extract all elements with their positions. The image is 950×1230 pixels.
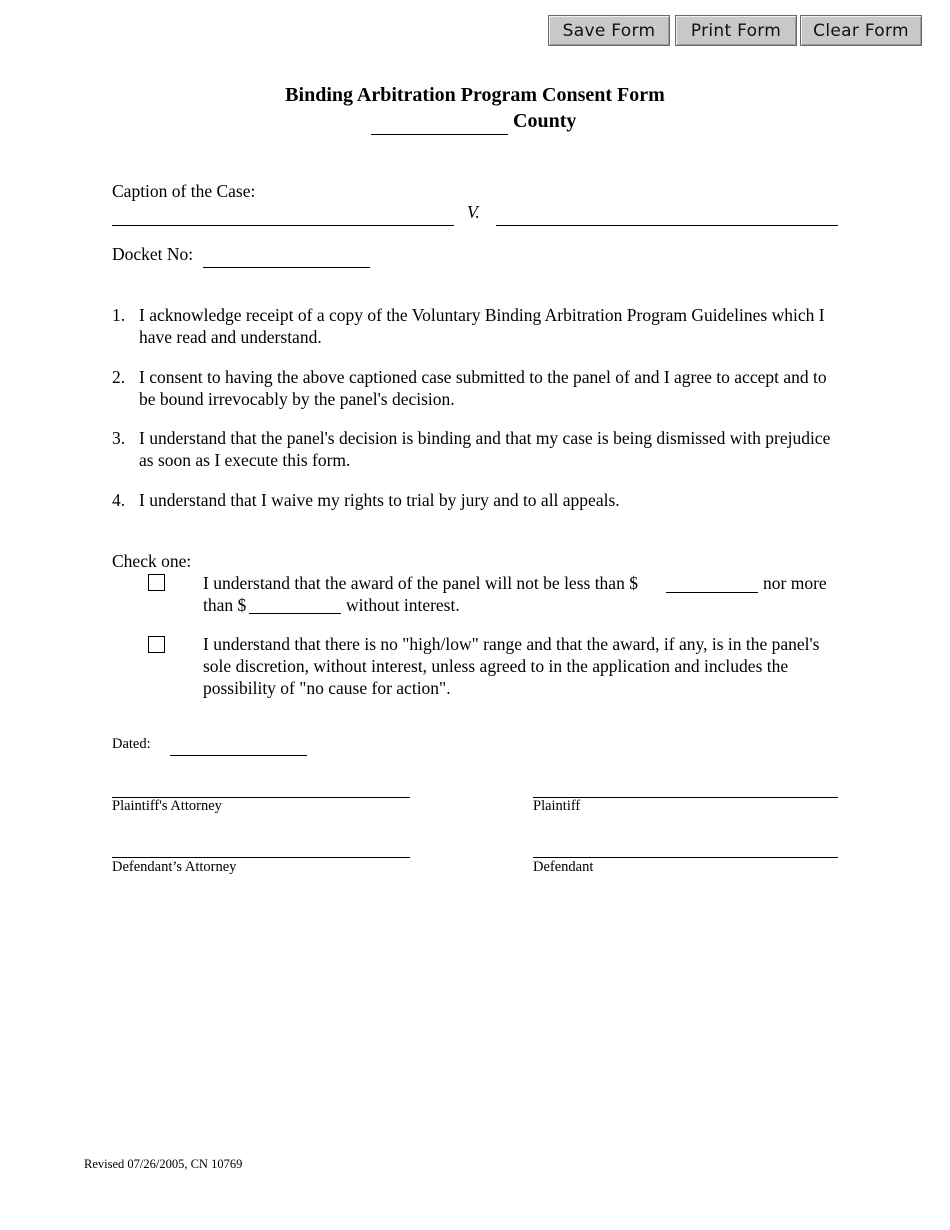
clear-form-button[interactable]: Clear Form (800, 15, 922, 46)
save-form-button[interactable]: Save Form (548, 15, 670, 46)
print-form-button[interactable]: Print Form (675, 15, 797, 46)
item-text: I consent to having the above captioned case submitted to the panel of and I agree to accept and to be bound irrevocably by the panel's decision. (139, 367, 827, 409)
option1-text-nor-more: nor more (763, 573, 827, 593)
high-low-range-checkbox[interactable] (148, 574, 165, 591)
defendant-label: Defendant (533, 859, 594, 875)
plaintiff-attorney-signature-line (112, 780, 410, 798)
option2-text: I understand that there is no "high/low" range and that the award, if any, is in the panel's sole discretion, without interest, unless agreed to in the application and includes the possibility of "no cause for action". (203, 634, 820, 698)
defendant-attorney-signature-line (112, 840, 410, 858)
dated-underline (170, 735, 307, 756)
plaintiff-signature-line (533, 780, 838, 798)
form-title: Binding Arbitration Program Consent Form (285, 84, 665, 106)
plaintiff-attorney-label: Plaintiff's Attorney (112, 798, 222, 814)
dated-label: Dated: (112, 736, 151, 752)
option1-text-start: I understand that the award of the panel will not be less than $ (203, 573, 638, 593)
defendant-attorney-label: Defendant’s Attorney (112, 859, 237, 875)
item-number: 4. (112, 490, 126, 510)
county-underline (371, 114, 508, 135)
item-text: I understand that I waive my rights to trial by jury and to all appeals. (139, 490, 620, 510)
item-number: 1. (112, 305, 126, 325)
caption-defendant-underline (496, 203, 838, 226)
item-text: I understand that the panel's decision is binding and that my case is being dismissed with prejudice as soon as I execute this form. (139, 428, 831, 470)
versus-label: V. (467, 202, 480, 222)
item-number: 3. (112, 428, 126, 448)
option1-text-end: without interest. (346, 595, 460, 615)
county-label: County (513, 110, 577, 132)
defendant-signature-line (533, 840, 838, 858)
item-text: I acknowledge receipt of a copy of the Voluntary Binding Arbitration Program Guidelines which I have read and understand. (139, 305, 825, 347)
option1-text-than: than $ (203, 595, 247, 615)
revision-note: Revised 07/26/2005, CN 10769 (84, 1157, 243, 1171)
caption-label: Caption of the Case: (112, 181, 256, 201)
check-one-label: Check one: (112, 551, 192, 571)
docket-underline (203, 246, 370, 268)
item-number: 2. (112, 367, 126, 387)
plaintiff-label: Plaintiff (533, 798, 581, 814)
maximum-award-underline (249, 594, 341, 614)
docket-label: Docket No: (112, 244, 194, 264)
caption-plaintiff-underline (112, 203, 454, 226)
minimum-award-underline (666, 572, 758, 593)
no-range-checkbox[interactable] (148, 636, 165, 653)
